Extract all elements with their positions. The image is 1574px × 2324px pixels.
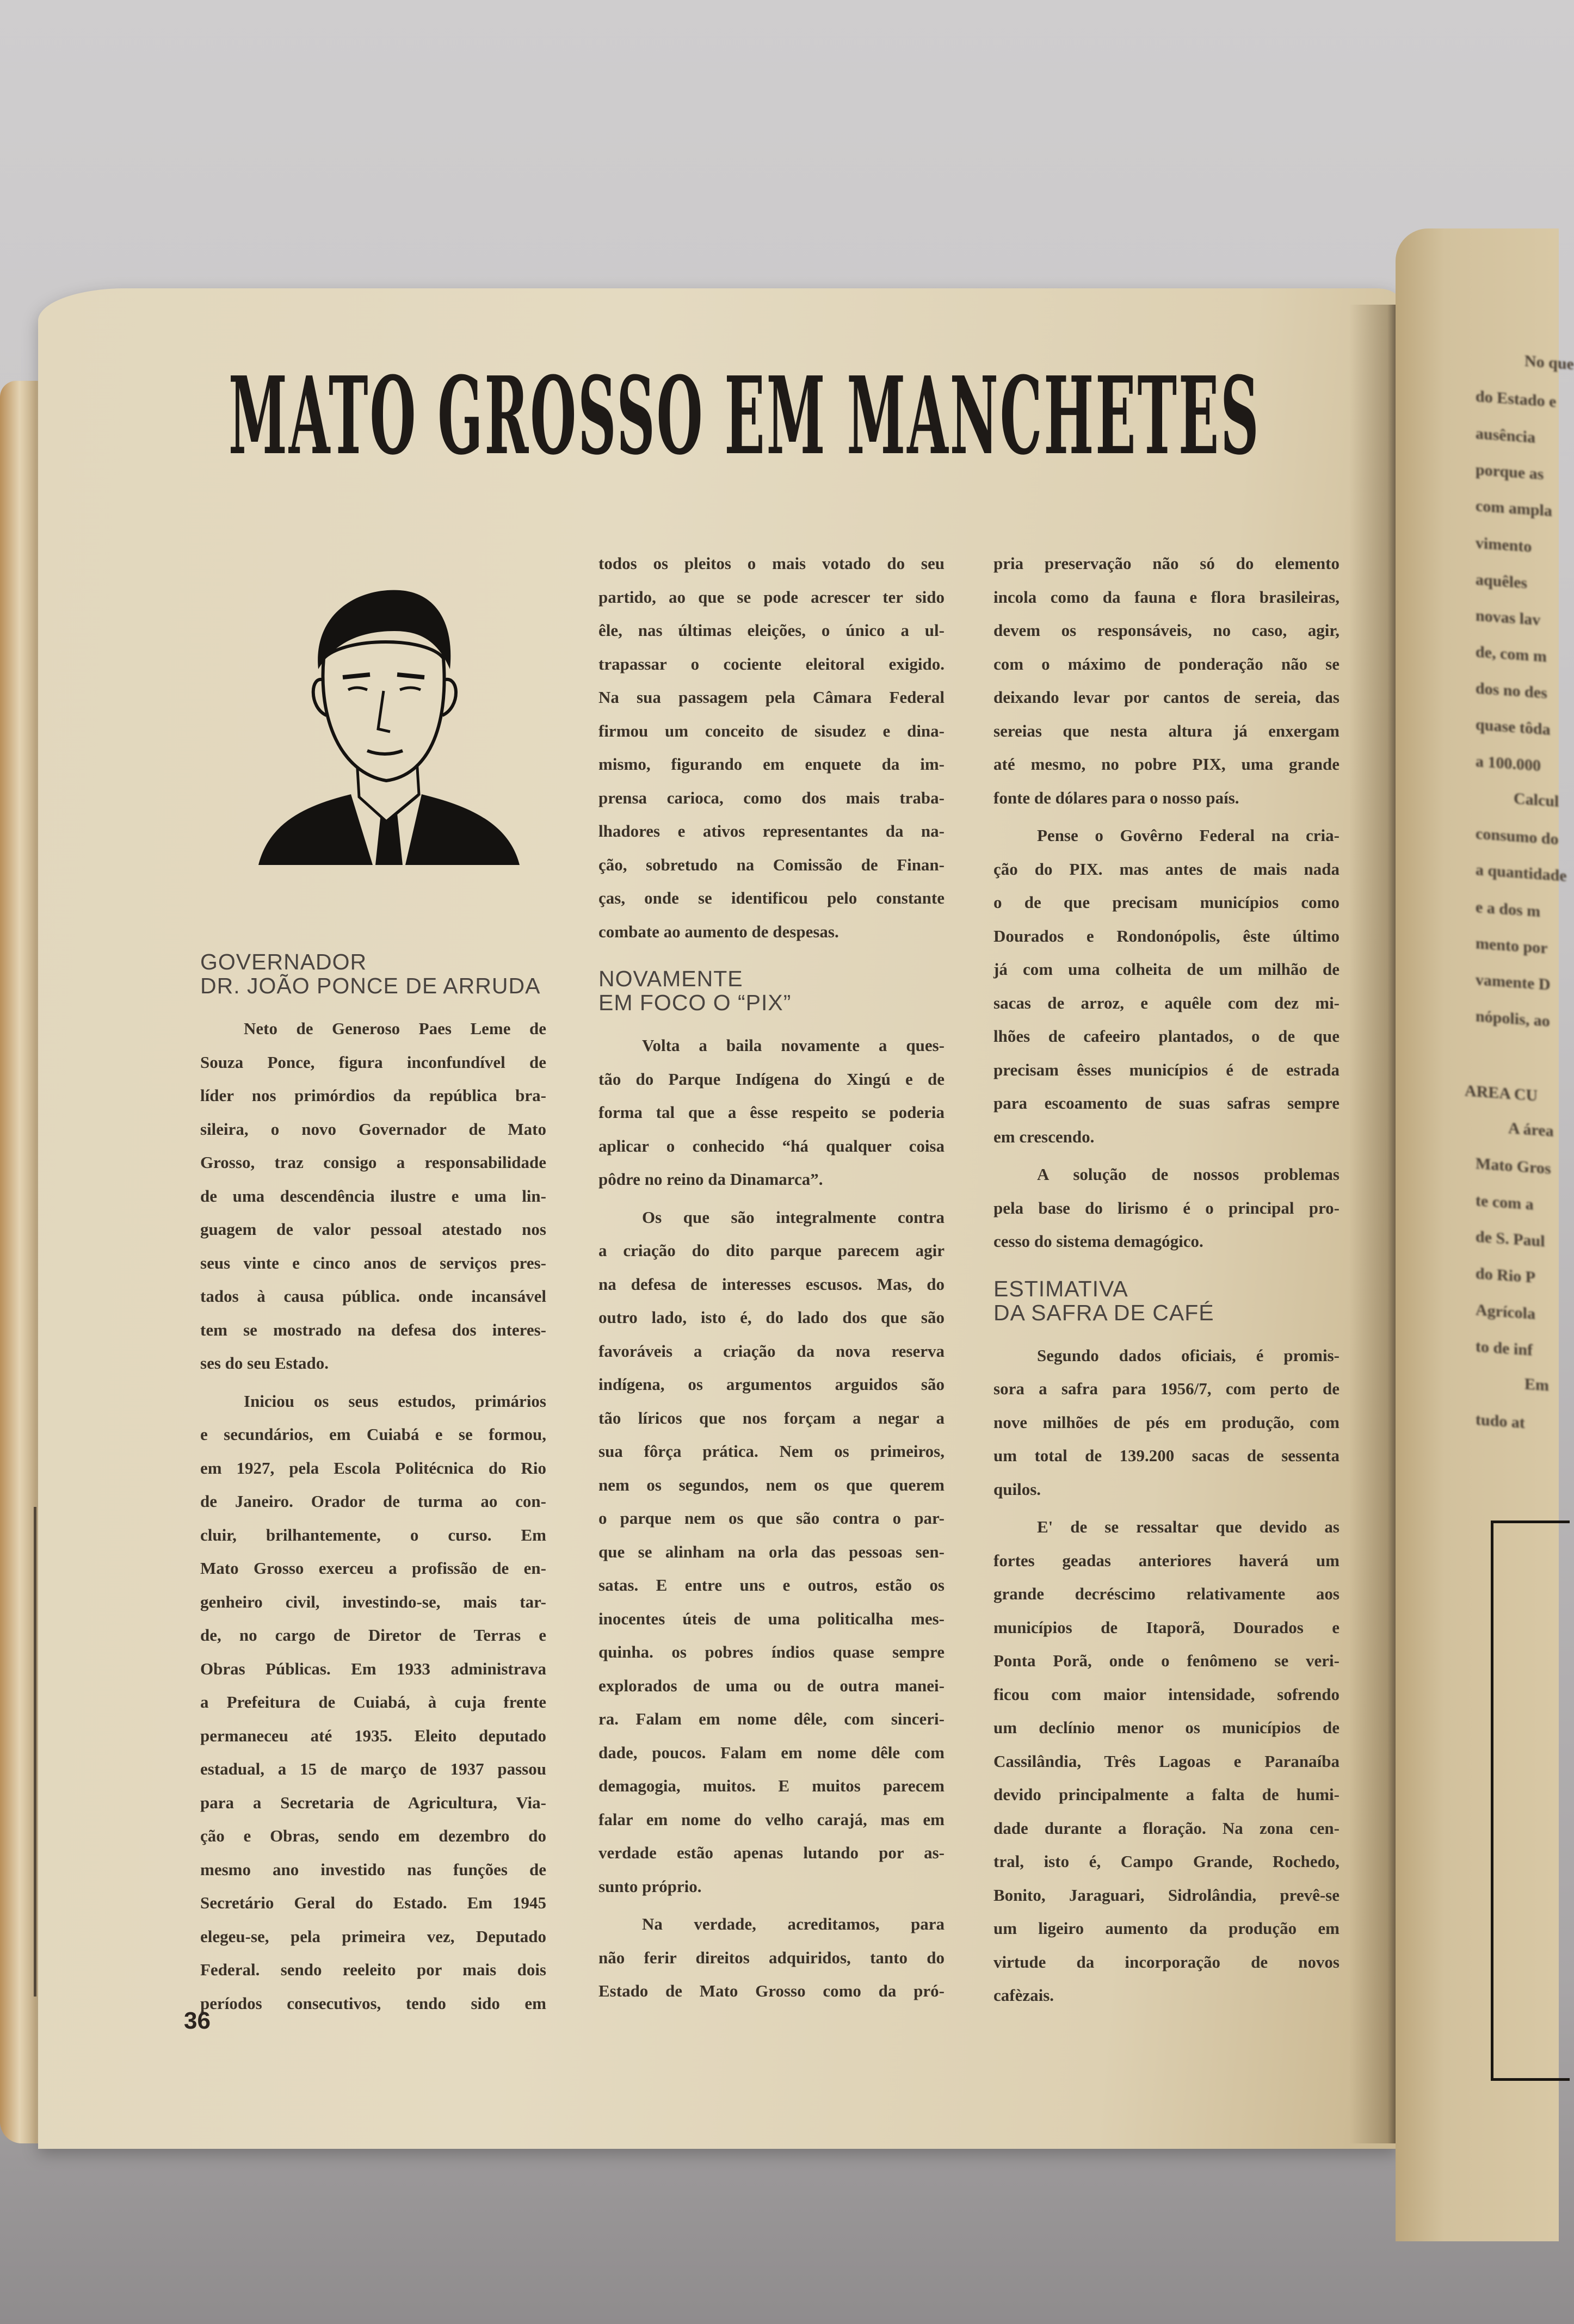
paragraph bbox=[993, 1510, 1340, 2012]
text-line: Estado de Mato Grosso como da pró- bbox=[598, 1981, 945, 2000]
text-line: forma tal que a êsse respeito se poderia bbox=[598, 1103, 945, 1122]
text-line: trapassar o cociente eleitoral exigido. bbox=[598, 654, 945, 673]
text-line: não ferir direitos adquiridos, tanto do bbox=[598, 1948, 945, 1967]
paragraph bbox=[200, 1384, 546, 2020]
text-line: sunto próprio. bbox=[598, 1876, 702, 1896]
heading-line: EM FOCO O “PIX” bbox=[598, 990, 792, 1015]
text-line: estadual, a 15 de março de 1937 passou bbox=[200, 1759, 546, 1778]
text-line: Ponta Porã, onde o fenômeno se veri- bbox=[993, 1651, 1340, 1670]
text-line: tão do Parque Indígena do Xingú e de bbox=[598, 1069, 945, 1089]
text-line: cluir, brilhantemente, o curso. Em bbox=[200, 1525, 546, 1544]
text-line: E' de se ressaltar que devido as bbox=[1037, 1517, 1340, 1536]
text-line: combate ao aumento de despesas. bbox=[598, 922, 839, 941]
text-line: cesso do sistema demagógico. bbox=[993, 1232, 1203, 1251]
text-line: o de que precisam municípios como bbox=[993, 893, 1340, 912]
text-line: ficou com maior intensidade, sofrendo bbox=[993, 1684, 1340, 1704]
text-line: municípios de Itaporã, Dourados e bbox=[993, 1617, 1340, 1637]
heading-line: GOVERNADOR bbox=[200, 949, 367, 974]
adjacent-page-fragment: a 100.000 bbox=[1476, 752, 1541, 775]
text-line: Na verdade, acreditamos, para bbox=[642, 1914, 945, 1933]
text-line: tem se mostrado na defesa dos interes- bbox=[200, 1320, 546, 1339]
adjacent-page-fragment: dos no des bbox=[1476, 679, 1547, 702]
text-line: seus vinte e cinco anos de serviços pres- bbox=[200, 1253, 546, 1272]
text-line: ses do seu Estado. bbox=[200, 1353, 329, 1373]
section-heading bbox=[598, 967, 945, 1015]
paragraph bbox=[598, 1201, 945, 1903]
text-line: indígena, os argumentos arguidos são bbox=[598, 1375, 945, 1394]
text-line: genheiro civil, investindo-se, mais tar- bbox=[200, 1592, 546, 1611]
column-3 bbox=[993, 547, 1340, 2017]
margin-rule bbox=[34, 1507, 36, 1997]
governor-portrait-illustration bbox=[248, 566, 525, 865]
text-line: permaneceu até 1935. Eleito deputado bbox=[200, 1726, 546, 1745]
text-line: sora a safra para 1956/7, com perto de bbox=[993, 1379, 1340, 1398]
adjacent-page-fragment: novas lav bbox=[1476, 606, 1541, 629]
text-line: que se alinham na orla das pessoas sen- bbox=[598, 1542, 945, 1561]
text-line: para escoamento de suas safras sempre bbox=[993, 1093, 1340, 1112]
paragraph bbox=[993, 1158, 1340, 1258]
text-line: Secretário Geral do Estado. Em 1945 bbox=[200, 1893, 546, 1912]
text-line: nove milhões de pés em produção, com bbox=[993, 1412, 1340, 1432]
text-line: cafèzais. bbox=[993, 1986, 1054, 2005]
text-line: nem os segundos, nem os que querem bbox=[598, 1475, 945, 1494]
text-line: na defesa de interesses escusos. Mas, do bbox=[598, 1274, 945, 1294]
text-line: demagogia, muitos. E muitos parecem bbox=[598, 1776, 945, 1795]
text-line: Mato Grosso exerceu a profissão de en- bbox=[200, 1559, 546, 1578]
paragraph bbox=[598, 547, 945, 948]
text-line: períodos consecutivos, tendo sido em bbox=[200, 1993, 546, 2013]
text-line: sacas de arroz, e aquêle com dez mi- bbox=[993, 993, 1340, 1012]
paragraph bbox=[993, 547, 1340, 814]
text-line: ção do PIX. mas antes de mais nada bbox=[993, 859, 1340, 879]
text-line: devido principalmente a falta de humi- bbox=[993, 1785, 1340, 1804]
adjacent-page-fragment: te com a bbox=[1476, 1191, 1534, 1214]
adjacent-page-fragment: ausência bbox=[1476, 424, 1536, 447]
text-line: prensa carioca, como dos mais traba- bbox=[598, 788, 945, 807]
adjacent-page-fragment: A área bbox=[1508, 1119, 1554, 1140]
text-line: em crescendo. bbox=[993, 1127, 1095, 1146]
adjacent-page-fragment: do Estado e bbox=[1476, 387, 1557, 411]
text-line: guagem de valor pessoal atestado nos bbox=[200, 1220, 546, 1239]
paragraph bbox=[993, 1339, 1340, 1506]
section-heading bbox=[200, 950, 546, 998]
text-line: tados à causa pública. onde incansável bbox=[200, 1287, 546, 1306]
text-line: pela base do lirismo é o principal pro- bbox=[993, 1198, 1340, 1217]
adjacent-page-fragment: nópolis, ao bbox=[1476, 1007, 1550, 1030]
text-line: fonte de dólares para o nosso país. bbox=[993, 788, 1239, 807]
page-number: 36 bbox=[184, 2007, 211, 2034]
column-1 bbox=[200, 931, 546, 2024]
adjacent-page-fragment: Agrícola bbox=[1476, 1301, 1535, 1323]
adjacent-page-fragment: aquêles bbox=[1476, 570, 1528, 592]
text-line: um declínio menor os municípios de bbox=[993, 1718, 1340, 1737]
adjacent-page-fragment: Mato Gros bbox=[1476, 1154, 1551, 1178]
text-line: até mesmo, no pobre PIX, uma grande bbox=[993, 755, 1340, 774]
text-line: grande decréscimo relativamente aos bbox=[993, 1584, 1340, 1603]
text-line: todos os pleitos o mais votado do seu bbox=[598, 554, 945, 573]
text-line: inocentes úteis de uma politicalha mes- bbox=[598, 1609, 945, 1628]
adjacent-page-fragment: do Rio P bbox=[1476, 1264, 1536, 1287]
text-line: precisam êsses municípios é de estrada bbox=[993, 1060, 1340, 1079]
text-line: fortes geadas anteriores haverá um bbox=[993, 1550, 1340, 1570]
page-title: MATO GROSSO EM MANCHETES bbox=[229, 354, 1261, 479]
paragraph bbox=[598, 1029, 945, 1196]
text-line: lhões de cafeeiro plantados, o de que bbox=[993, 1027, 1340, 1046]
text-line: virtude da incorporação de novos bbox=[993, 1952, 1340, 1971]
text-line: quilos. bbox=[993, 1479, 1041, 1499]
text-line: Souza Ponce, figura inconfundível de bbox=[200, 1052, 546, 1072]
text-line: líder nos primórdios da república bra- bbox=[200, 1086, 546, 1105]
text-line: pôdre no reino da Dinamarca”. bbox=[598, 1170, 823, 1189]
text-line: ção, sobretudo na Comissão de Finan- bbox=[598, 855, 945, 874]
text-line: explorados de uma ou de outra manei- bbox=[598, 1676, 945, 1695]
text-line: ção e Obras, sendo em dezembro do bbox=[200, 1826, 546, 1845]
text-line: verdade estão apenas lutando por as- bbox=[598, 1843, 945, 1862]
text-line: a Prefeitura de Cuiabá, à cuja frente bbox=[200, 1692, 546, 1711]
text-line: um ligeiro aumento da produção em bbox=[993, 1919, 1340, 1938]
section-heading bbox=[993, 1277, 1340, 1325]
adjacent-page-fragment: to de inf bbox=[1476, 1337, 1533, 1359]
adjacent-page-fragment: Calcul bbox=[1514, 789, 1559, 811]
text-line: ças, onde se identificou pelo constante bbox=[598, 888, 945, 907]
text-line: outro lado, isto é, do lado dos que são bbox=[598, 1308, 945, 1327]
text-line: Na sua passagem pela Câmara Federal bbox=[598, 688, 945, 707]
adjacent-page-fragment: vamente D bbox=[1476, 971, 1551, 994]
heading-line: ESTIMATIVA bbox=[993, 1276, 1128, 1301]
text-line: dade, poucos. Falam em nome dêle com bbox=[598, 1742, 945, 1762]
text-line: de uma descendência ilustre e uma lin- bbox=[200, 1186, 546, 1206]
text-line: partido, ao que se pode acrescer ter sido bbox=[598, 587, 945, 607]
text-line: Segundo dados oficiais, é promis- bbox=[1037, 1345, 1340, 1365]
adjacent-page-fragment: porque as bbox=[1476, 460, 1544, 484]
column-2 bbox=[598, 547, 945, 2012]
text-line: incola como da fauna e flora brasileiras, bbox=[993, 587, 1340, 607]
text-line: sereias que nesta altura já enxergam bbox=[993, 721, 1340, 740]
paragraph bbox=[598, 1907, 945, 2008]
text-line: devem os responsáveis, no caso, agir, bbox=[993, 621, 1340, 640]
text-line: Cassilândia, Três Lagoas e Paranaíba bbox=[993, 1751, 1340, 1771]
text-line: aplicar o conhecido “há qualquer coisa bbox=[598, 1136, 945, 1155]
text-line: dade durante a floração. Na zona cen- bbox=[993, 1818, 1340, 1838]
text-line: Os que são integralmente contra bbox=[642, 1207, 945, 1227]
adjacent-page-fragment: consumo do bbox=[1476, 824, 1559, 849]
text-line: ra. Falam em nome dêle, com sinceri- bbox=[598, 1709, 945, 1728]
text-line: mismo, figurando em enquete da im- bbox=[598, 755, 945, 774]
text-line: Obras Públicas. Em 1933 administrava bbox=[200, 1659, 546, 1678]
adjacent-page-fragment: tudo at bbox=[1476, 1410, 1525, 1432]
adjacent-page-fragment: e a dos m bbox=[1476, 898, 1541, 921]
adjacent-page-fragment: de S. Paul bbox=[1476, 1227, 1545, 1251]
text-line: tão líricos que nos forçam a negar a bbox=[598, 1408, 945, 1427]
text-line: um total de 139.200 sacas de sessenta bbox=[993, 1446, 1340, 1465]
text-line: lhadores e ativos representantes da na- bbox=[598, 821, 945, 840]
text-line: de Janeiro. Orador de turma ao con- bbox=[200, 1492, 546, 1511]
text-line: firmou um conceito de sisudez e dina- bbox=[598, 721, 945, 740]
text-line: sileira, o novo Governador de Mato bbox=[200, 1119, 546, 1139]
text-line: A solução de nossos problemas bbox=[1037, 1165, 1340, 1184]
adjacent-page-fragment: com ampla bbox=[1476, 497, 1552, 520]
text-line: Federal. sendo reeleito por mais dois bbox=[200, 1960, 546, 1979]
text-line: Grosso, traz consigo a responsabilidade bbox=[200, 1153, 546, 1172]
text-line: Bonito, Jaraguari, Sidrolândia, prevê-se bbox=[993, 1885, 1340, 1905]
text-line: Neto de Generoso Paes Leme de bbox=[244, 1019, 546, 1038]
adjacent-page-fragment: a quantidade bbox=[1476, 861, 1567, 885]
adjacent-page-fragment: No que bbox=[1524, 351, 1574, 374]
text-line: favoráveis a criação da nova reserva bbox=[598, 1341, 945, 1361]
text-line: em 1927, pela Escola Politécnica do Rio bbox=[200, 1458, 546, 1478]
adjacent-page-fragment: de, com m bbox=[1476, 642, 1547, 666]
text-line: sua fôrça prática. Nem os primeiros, bbox=[598, 1442, 945, 1461]
text-line: Volta a baila novamente a ques- bbox=[642, 1036, 945, 1055]
heading-line: DR. JOÃO PONCE DE ARRUDA bbox=[200, 973, 541, 998]
paragraph bbox=[993, 819, 1340, 1153]
text-line: de, no cargo de Diretor de Terras e bbox=[200, 1625, 546, 1645]
text-line: falar em nome do velho carajá, mas em bbox=[598, 1809, 945, 1829]
text-line: a criação do dito parque parecem agir bbox=[598, 1241, 945, 1260]
adjacent-page-fragment: AREA CU bbox=[1465, 1081, 1538, 1105]
text-line: o parque nem os que são contra o par- bbox=[598, 1509, 945, 1528]
text-line: mesmo ano investido nas funções de bbox=[200, 1859, 546, 1879]
text-line: Dourados e Rondonópolis, êste último bbox=[993, 926, 1340, 945]
text-line: pria preservação não só do elemento bbox=[993, 554, 1340, 573]
text-line: tral, isto é, Campo Grande, Rochedo, bbox=[993, 1852, 1340, 1871]
heading-line: NOVAMENTE bbox=[598, 966, 743, 991]
paragraph bbox=[200, 1012, 546, 1380]
adjacent-page-frame bbox=[1491, 1521, 1570, 2081]
text-line: satas. E entre uns e outros, estão os bbox=[598, 1575, 945, 1594]
adjacent-page-fragment: mento por bbox=[1476, 934, 1548, 957]
text-line: para a Secretaria de Agricultura, Via- bbox=[200, 1793, 546, 1812]
text-line: já com uma colheita de um milhão de bbox=[993, 960, 1340, 979]
adjacent-page-fragment: Em bbox=[1524, 1375, 1549, 1395]
text-line: elegeu-se, pela primeira vez, Deputado bbox=[200, 1926, 546, 1946]
adjacent-page-fragment: vimento bbox=[1476, 534, 1532, 556]
text-line: quinha. os pobres índios quase sempre bbox=[598, 1642, 945, 1661]
text-line: deixando levar por cantos de sereia, das bbox=[993, 688, 1340, 707]
text-line: com o máximo de ponderação não se bbox=[993, 654, 1340, 673]
adjacent-page-fragment: quase tôda bbox=[1476, 715, 1551, 739]
text-line: Pense o Govêrno Federal na cria- bbox=[1037, 826, 1340, 845]
heading-line: DA SAFRA DE CAFÉ bbox=[993, 1300, 1214, 1325]
text-line: e secundários, em Cuiabá e se formou, bbox=[200, 1425, 546, 1444]
text-line: êle, nas últimas eleições, o único a ul- bbox=[598, 621, 945, 640]
text-line: Iniciou os seus estudos, primários bbox=[244, 1391, 546, 1411]
